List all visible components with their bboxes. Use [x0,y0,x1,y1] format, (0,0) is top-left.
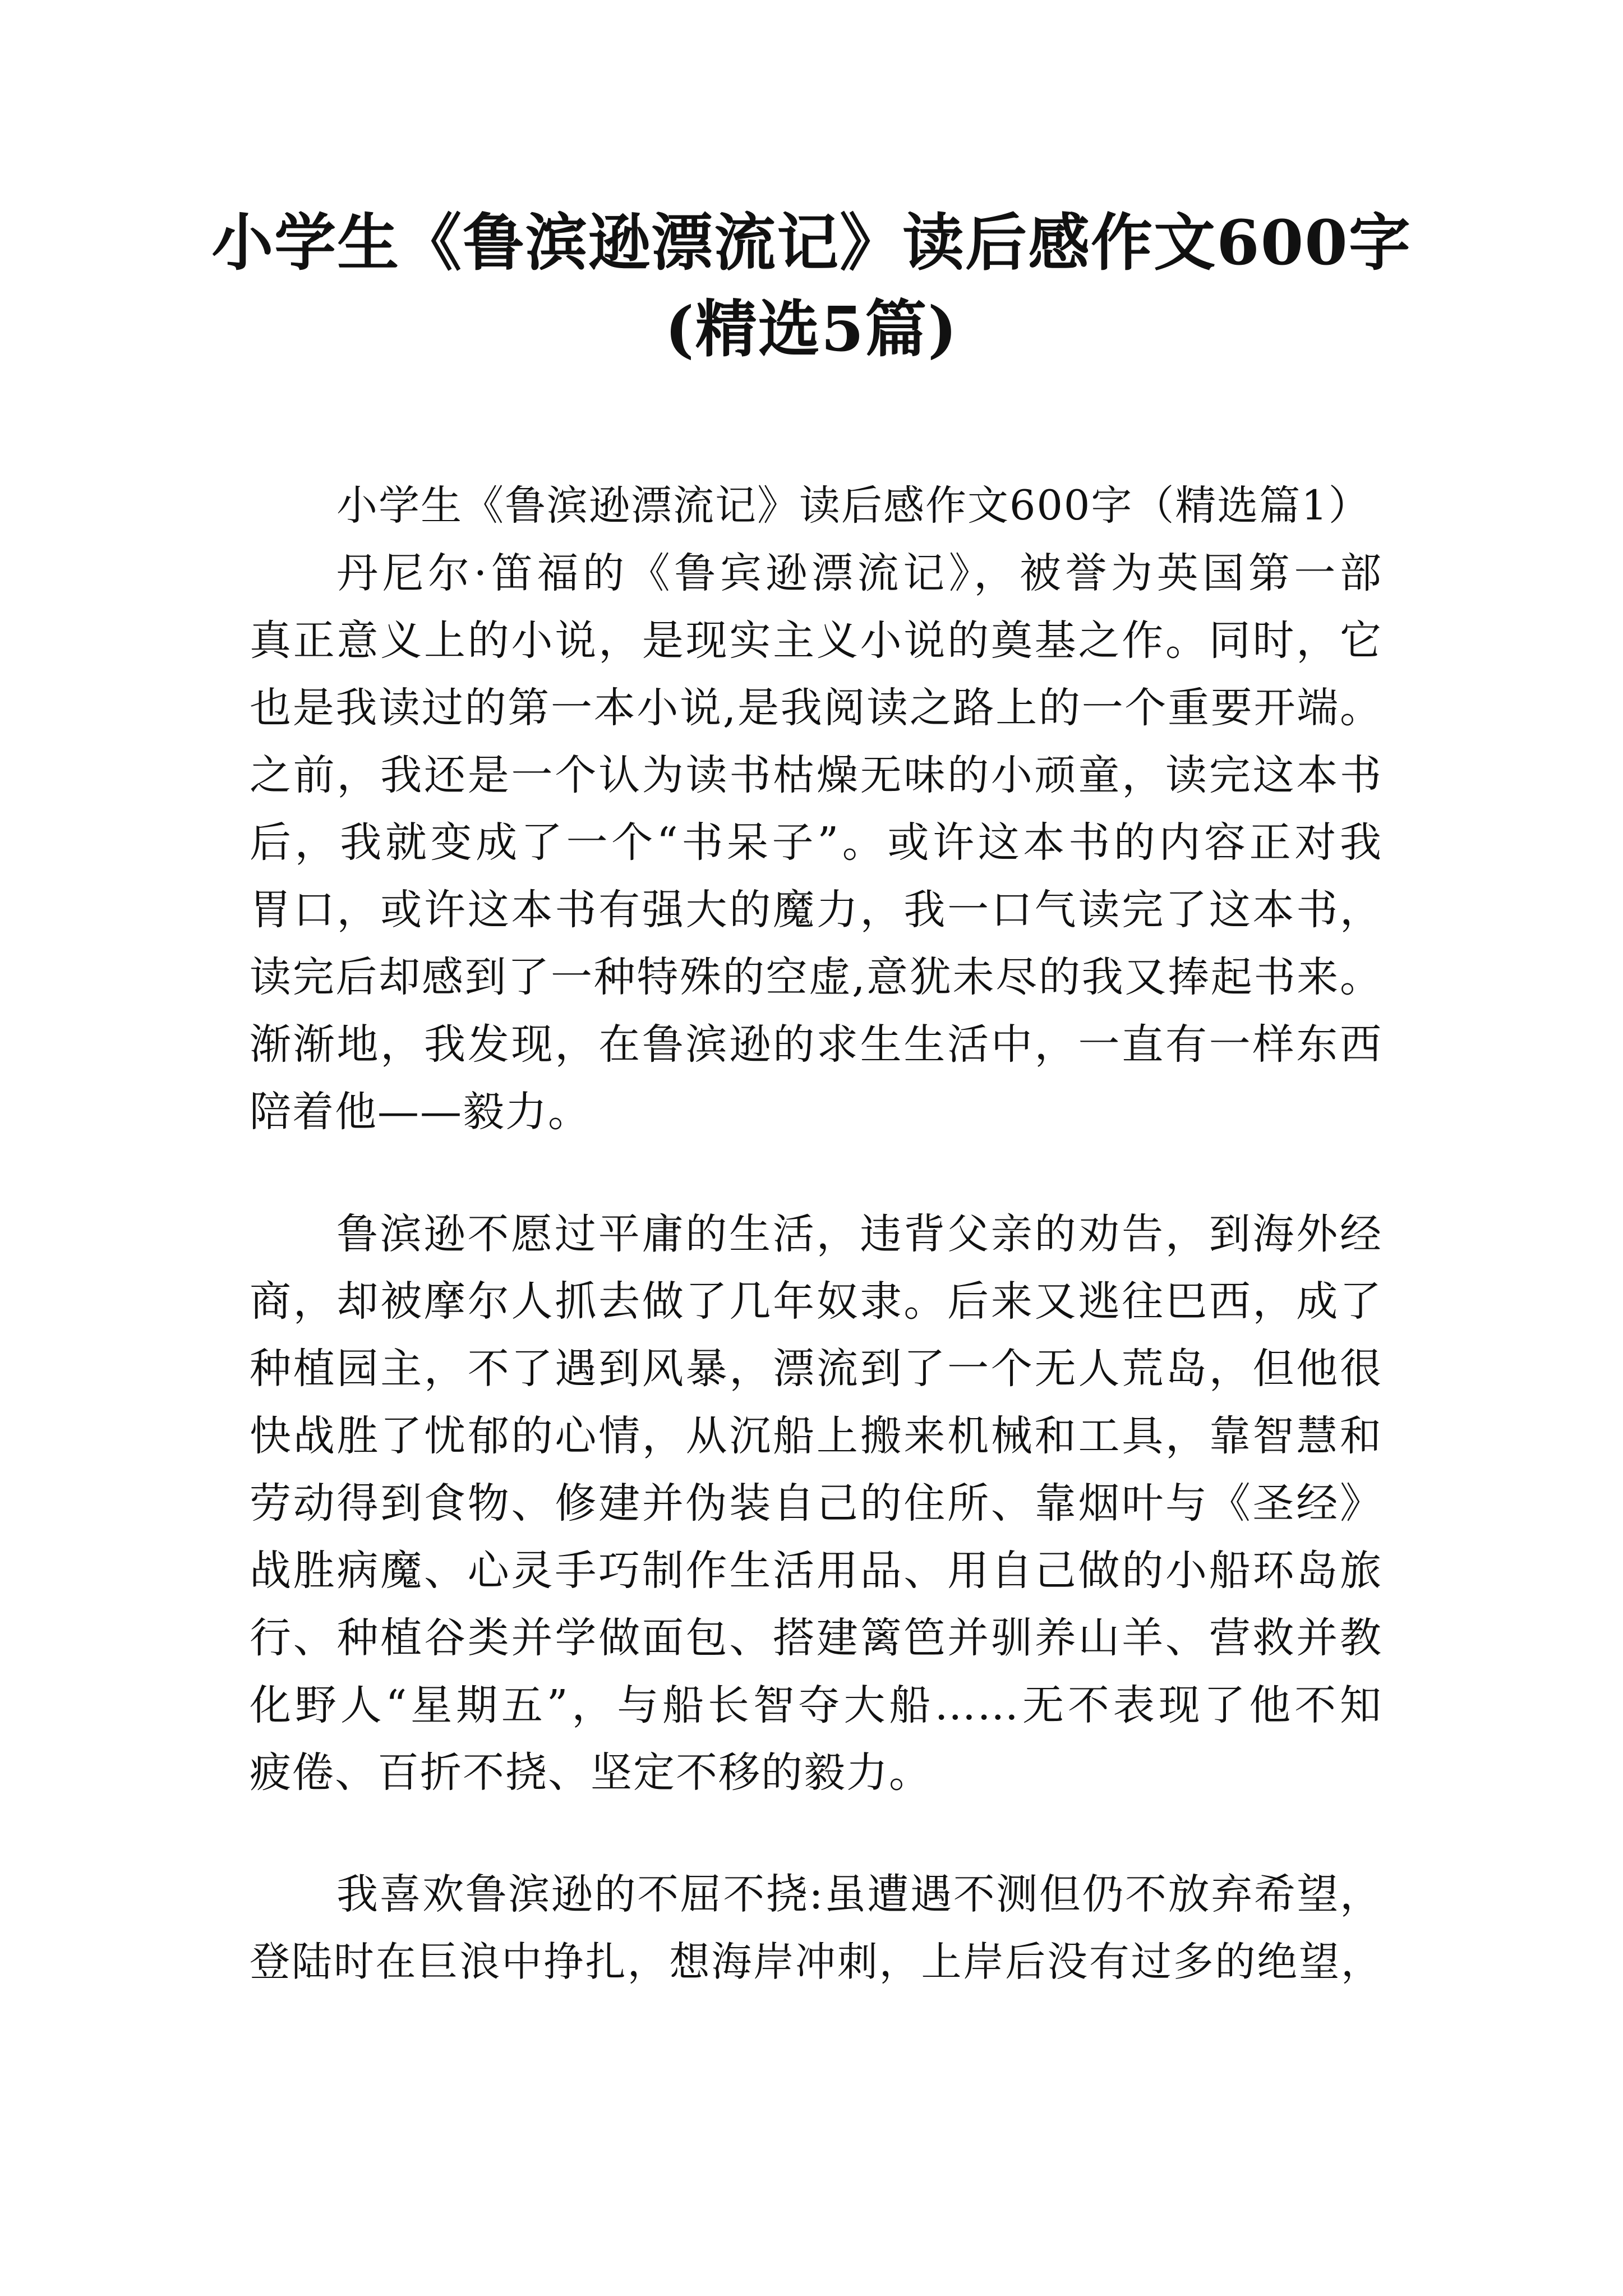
text-line: 行、种植谷类并学做面包、搭建篱笆并驯养山羊、营救并教 [250,1614,1382,1662]
text-line: 丹尼尔·笛福的《鲁宾逊漂流记》，被誉为英国第一部 [336,549,1382,597]
text-line: 之前，我还是一个认为读书枯燥无味的小顽童，读完这本书 [250,751,1382,799]
text-line: 战胜病魔、心灵手巧制作生活用品、用自己做的小船环岛旅 [250,1547,1382,1595]
text-line: 我喜欢鲁滨逊的不屈不挠:虽遭遇不测但仍不放弃希望， [336,1870,1382,1918]
text-line: 真正意义上的小说，是现实主义小说的奠基之作。同时，它 [250,616,1382,665]
text-line: 疲倦、百折不挠、坚定不移的毅力。 [250,1749,932,1797]
text-line: 后，我就变成了一个“书呆子”。或许这本书的内容正对我 [250,818,1382,867]
text-line: 陪着他——毅力。 [250,1088,591,1136]
text-line: 渐渐地，我发现，在鲁滨逊的求生生活中，一直有一样东西 [250,1020,1382,1069]
text-line: 快战胜了忧郁的心情，从沉船上搬来机械和工具，靠智慧和 [250,1412,1382,1460]
text-line: 种植园主，不了遇到风暴，漂流到了一个无人荒岛，但他很 [250,1345,1382,1393]
text-line: 也是我读过的第一本小说,是我阅读之路上的一个重要开端。 [250,684,1382,732]
text-line: 商，却被摩尔人抓去做了几年奴隶。后来又逃往巴西，成了 [250,1277,1382,1326]
document-subtitle: (精选5篇) [665,293,958,365]
text-line: 鲁滨逊不愿过平庸的生活，违背父亲的劝告，到海外经 [336,1210,1382,1258]
text-line: 劳动得到食物、修建并伪装自己的住所、靠烟叶与《圣经》 [250,1479,1382,1527]
text-line: 胃口，或许这本书有强大的魔力，我一口气读完了这本书， [250,886,1382,934]
section-heading: 小学生《鲁滨逊漂流记》读后感作文600字（精选篇1） [336,482,1371,530]
document-title: 小学生《鲁滨逊漂流记》读后感作文600字 [211,206,1412,279]
text-line: 登陆时在巨浪中挣扎，想海岸冲刺，上岸后没有过多的绝望， [250,1938,1382,1985]
text-line: 化野人“星期五”，与船长智夺大船……无不表现了他不知 [250,1681,1382,1729]
text-line: 读完后却感到了一种特殊的空虚,意犹未尽的我又捧起书来。 [250,953,1382,1001]
